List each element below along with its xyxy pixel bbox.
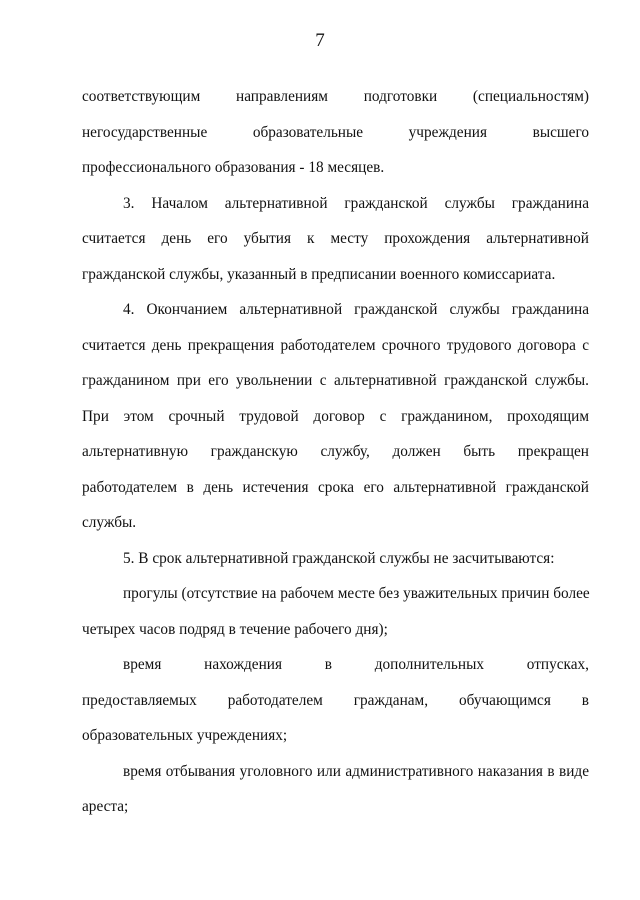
text-line: соответствующим направлениям подготовки (специальностям)	[82, 88, 589, 105]
page-number: 7	[315, 30, 325, 51]
text-line: профессионального образования - 18 месяцев.	[82, 159, 385, 176]
text-line: считается день его убытия к месту прохождения альтернативной	[82, 230, 589, 247]
text-line: образовательных учреждениях;	[82, 727, 288, 744]
text-line: 5. В срок альтернативной гражданской службы не засчитываются:	[123, 549, 555, 567]
text-line: время отбывания уголовного или административного наказания в виде	[123, 762, 589, 780]
paragraph-5	[82, 576, 589, 647]
text-line: альтернативную гражданскую службу, должен быть прекращен	[82, 443, 589, 460]
text-line: четырех часов подряд в течение рабочего дня);	[82, 620, 388, 638]
text-line: время нахождения в дополнительных отпусках,	[123, 656, 589, 673]
text-line: предоставляемых работодателем гражданам, обучающимся в	[82, 691, 589, 709]
text-line: службы.	[82, 514, 137, 531]
text-line: негосударственные образовательные учреждения высшего	[82, 123, 589, 141]
text-line: гражданином при его увольнении с альтернативной гражданской службы.	[82, 372, 589, 389]
text-line: прогулы (отсутствие на рабочем месте без уважительных причин более	[123, 585, 590, 602]
paragraph-3	[82, 292, 589, 541]
text-line: работодателем в день истечения срока его альтернативной гражданской	[82, 478, 589, 496]
text-line: гражданской службы, указанный в предписании военного комиссариата.	[82, 265, 556, 283]
document-body	[82, 79, 589, 825]
paragraph-7	[82, 754, 589, 825]
paragraph-6	[82, 647, 589, 754]
text-line: ареста;	[82, 798, 129, 815]
text-line: 4. Окончанием альтернативной гражданской службы гражданина	[123, 301, 589, 318]
paragraph-1	[82, 79, 589, 186]
text-line: 3. Началом альтернативной гражданской службы гражданина	[123, 194, 589, 212]
text-line: При этом срочный трудовой договор с гражданином, проходящим	[82, 407, 589, 425]
paragraph-4	[82, 541, 589, 577]
paragraph-2	[82, 186, 589, 293]
text-line: считается день прекращения работодателем срочного трудового договора с	[82, 336, 589, 354]
